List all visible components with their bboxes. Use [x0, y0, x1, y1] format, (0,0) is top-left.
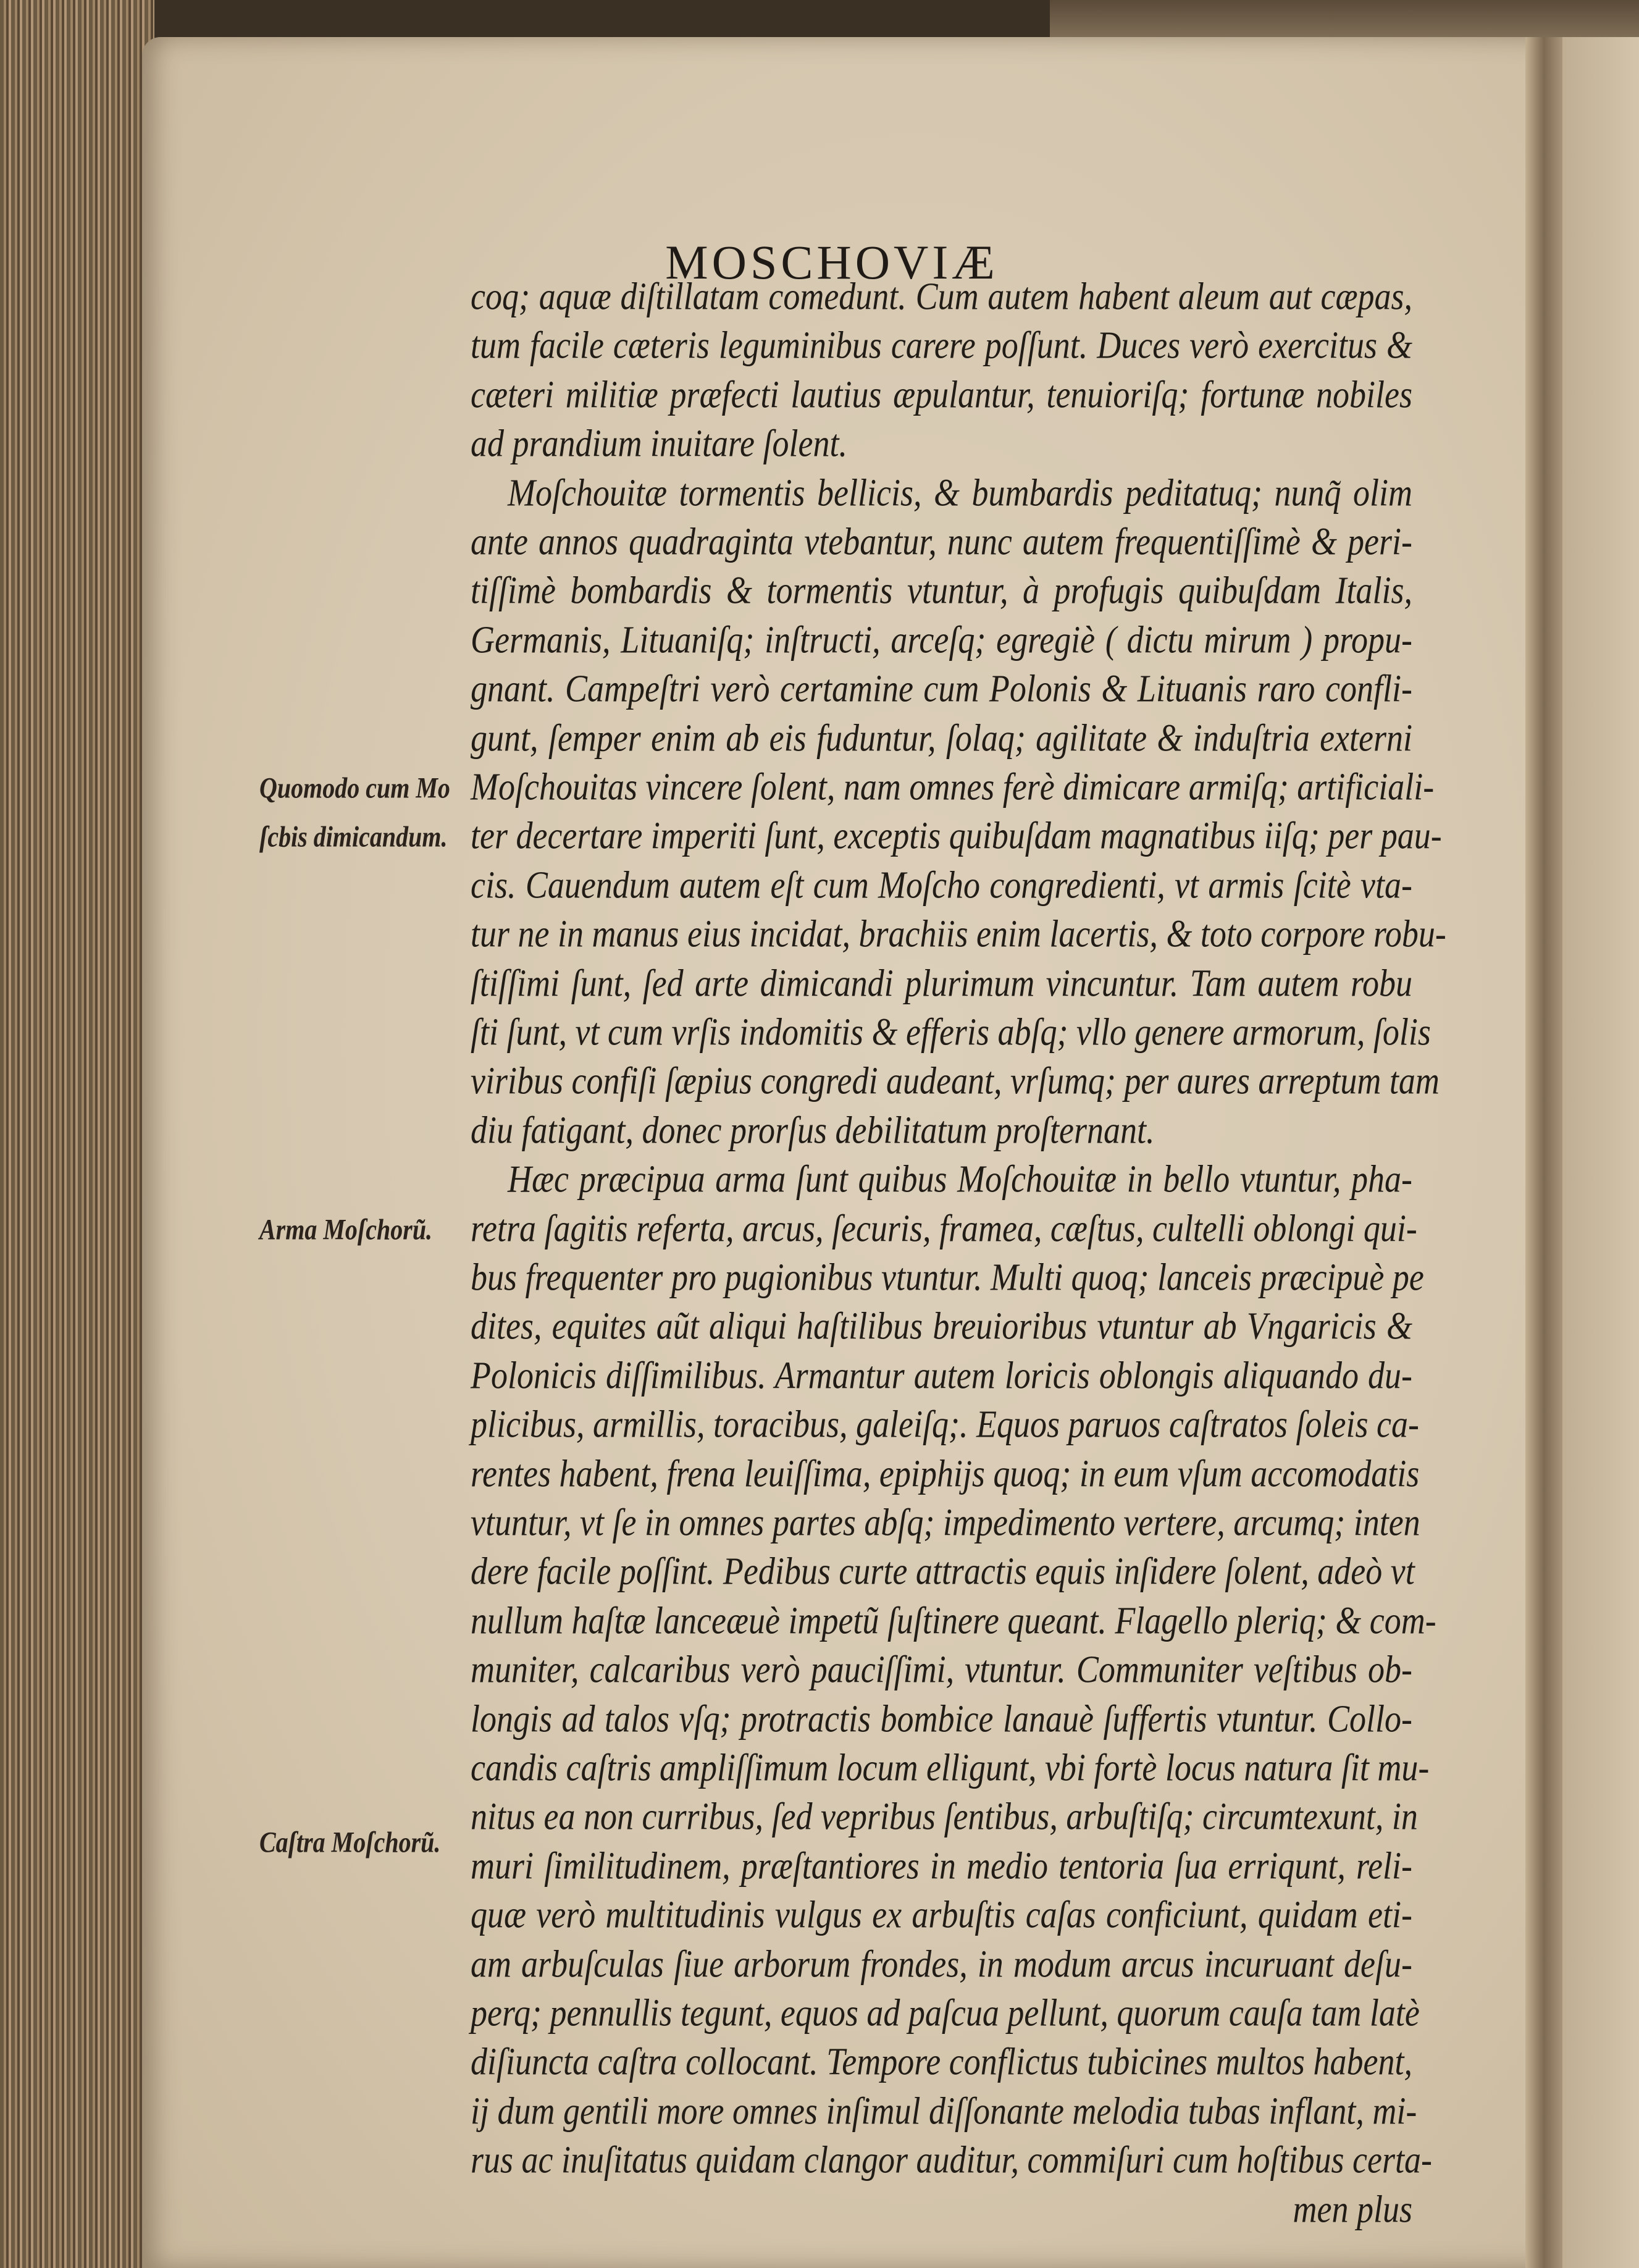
- text-line: Hæc præcipua arma ſunt quibus Moſchouitæ in bello vtuntur, pha-: [508, 1157, 1412, 1201]
- text-line: perq; pennullis tegunt, equos ad paſcua pellunt, quorum cauſa tam latè: [471, 1991, 1420, 2035]
- text-line: plicibus, armillis, toracibus, galeiſq;. Equos paruos caſtratos ſoleis ca-: [471, 1403, 1419, 1446]
- text-line: dites, equites aũt aliqui haſtilibus breuioribus vtuntur ab Vngaricis &: [471, 1304, 1412, 1348]
- margin-note: Caſtra Moſchorũ.: [259, 1825, 441, 1859]
- text-line: coq; aquæ diſtillatam comedunt. Cum autem habent aleum aut cæpas,: [471, 275, 1412, 318]
- text-line: tiſſimè bombardis & tormentis vtuntur, à profugis quibuſdam Italis,: [471, 569, 1412, 612]
- text-line: viribus confiſi ſæpius congredi audeant, vrſumq; per aures arreptum tam: [471, 1059, 1440, 1102]
- text-line: nitus ea non curribus, ſed vepribus ſentibus, arbuſtiſq; circumtexunt, in: [471, 1795, 1418, 1838]
- text-line: ij dum gentili more omnes inſimul diſſonante melodia tubas inflant, mi-: [471, 2090, 1417, 2133]
- text-line: men plus: [1293, 2188, 1412, 2231]
- margin-note: Arma Moſchorũ.: [259, 1212, 433, 1246]
- text-line: diſiuncta caſtra collocant. Tempore conflictus tubicines multos habent,: [471, 2040, 1412, 2083]
- text-line: diu fatigant, donec prorſus debilitatum proſternant.: [471, 1109, 1155, 1152]
- text-line: dere facile poſſint. Pedibus curte attractis equis inſidere ſolent, adeò vt: [471, 1550, 1415, 1593]
- running-title: MOSCHOVIÆ: [665, 235, 999, 289]
- text-line: ante annos quadraginta vtebantur, nunc autem frequentiſſimè & peri-: [471, 520, 1412, 563]
- text-line: tur ne in manus eius incidat, brachiis enim lacertis, & toto corpore robu-: [471, 912, 1446, 956]
- text-line: Germanis, Lituaniſq; inſtructi, arceſq; egregiè ( dictu mirum ) propu-: [471, 618, 1412, 662]
- text-line: tum facile cæteris leguminibus carere poſſunt. Duces verò exercitus &: [471, 324, 1412, 367]
- text-line: rentes habent, frena leuiſſima, epiphijs quoq; in eum vſum accomodatis: [471, 1452, 1420, 1495]
- text-line: gnant. Campeſtri verò certamine cum Polonis & Lituanis raro confli-: [471, 667, 1412, 710]
- text-line: cis. Cauendum autem eſt cum Moſcho congredienti, vt armis ſcitè vta-: [471, 863, 1412, 907]
- text-line: ter decertare imperiti ſunt, exceptis quibuſdam magnatibus iiſq; per pau-: [471, 814, 1442, 857]
- margin-note: Quomodo cum Mo: [259, 771, 450, 805]
- text-line: longis ad talos vſq; protractis bombice lanauè ſuffertis vtuntur. Collo-: [471, 1697, 1412, 1741]
- text-line: Moſchouitas vincere ſolent, nam omnes ferè dimicare armiſq; artificiali-: [471, 765, 1435, 808]
- text-line: nullum haſtæ lanceæuè impetũ ſuſtinere queant. Flagello pleriq; & com-: [471, 1599, 1436, 1642]
- facing-page-edge: [1562, 37, 1639, 2268]
- text-line: bus frequenter pro pugionibus vtuntur. Multi quoq; lanceis præcipuè pe: [471, 1256, 1424, 1299]
- text-line: ſtiſſimi ſunt, ſed arte dimicandi plurimum vincuntur. Tam autem robu: [471, 962, 1412, 1005]
- text-line: candis caſtris ampliſſimum locum elligunt, vbi fortè locus natura ſit mu-: [471, 1746, 1430, 1789]
- text-line: vtuntur, vt ſe in omnes partes abſq; impedimento vertere, arcumq; inten: [471, 1501, 1420, 1544]
- text-line: am arbuſculas ſiue arborum frondes, in modum arcus incuruant deſu-: [471, 1942, 1412, 1986]
- text-line: rus ac inuſitatus quidam clangor auditur, commiſuri cum hoſtibus certa-: [471, 2138, 1432, 2182]
- text-line: ad prandium inuitare ſolent.: [471, 422, 847, 465]
- text-line: Moſchouitæ tormentis bellicis, & bumbardis peditatuq; nunq̃ olim: [508, 471, 1412, 514]
- text-line: cæteri militiæ præfecti lautius æpulantur, tenuioriſq; fortunæ nobiles: [471, 373, 1412, 416]
- book-gutter: [1525, 37, 1562, 2268]
- text-line: muri ſimilitudinem, præſtantiores in medio tentoria ſua erriqunt, reli-: [471, 1844, 1412, 1888]
- text-line: ſti ſunt, vt cum vrſis indomitis & efferis abſq; vllo genere armorum, ſolis: [471, 1010, 1431, 1054]
- text-line: muniter, calcaribus verò pauciſſimi, vtuntur. Communiter veſtibus ob-: [471, 1648, 1412, 1691]
- text-line: retra ſagitis referta, arcus, ſecuris, framea, cæſtus, cultelli oblongi qui-: [471, 1207, 1417, 1250]
- text-line: quæ verò multitudinis vulgus ex arbuſtis caſas conficiunt, quidam eti-: [471, 1893, 1412, 1936]
- text-line: gunt, ſemper enim ab eis fuduntur, ſolaq; agilitate & induſtria externi: [471, 716, 1412, 760]
- book-page-edges: [0, 0, 154, 2268]
- text-line: Polonicis diſſimilibus. Armantur autem loricis oblongis aliquando du-: [471, 1354, 1412, 1397]
- margin-note: ſcbis dimicandum.: [259, 820, 448, 854]
